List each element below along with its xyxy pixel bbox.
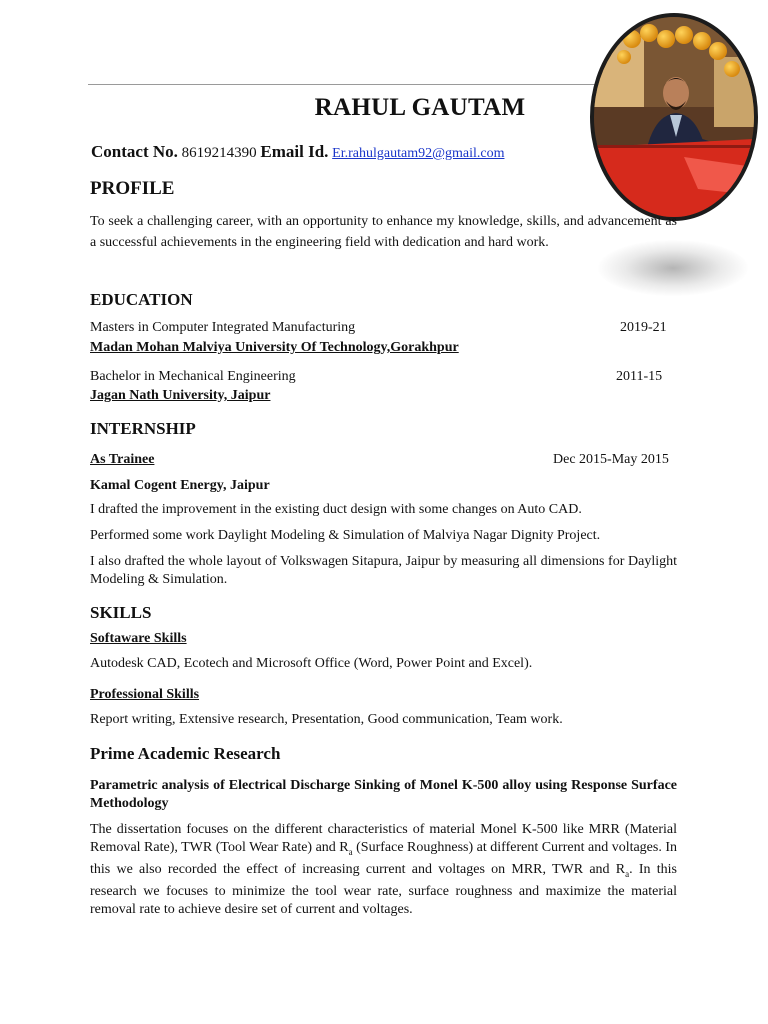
software-skills-text: Autodesk CAD, Ecotech and Microsoft Office (Word, Power Point and Excel). [90,656,533,671]
internship-period: Dec 2015-May 2015 [553,452,669,467]
skills-heading: SKILLS [90,603,152,622]
candidate-name: RAHUL GAUTAM [314,94,526,121]
education-degree-1: Masters in Computer Integrated Manufacturing [90,320,356,335]
internship-point-1: I drafted the improvement in the existing duct design with some changes on Auto CAD. [90,502,582,517]
education-years-1: 2019-21 [620,320,667,335]
contact-line [91,142,504,162]
research-text-part-1: The dissertation focuses on the different characteristics of material Monel K-500 like MRR (Material Removal Rate), TWR (Tool Wear Rate) and R [90,822,677,855]
profile-photo [590,13,758,221]
education-institution-2: Jagan Nath University, Jaipur [90,388,271,403]
internship-point-3: I also drafted the whole layout of Volkswagen Sitapura, Jaipur by measuring all dimensions for Daylight Modeling & Simulation. [90,554,677,587]
professional-skills-heading: Professional Skills [90,687,200,702]
roughness-subscript-2: a [625,868,630,879]
research-text [90,821,677,919]
email-label: Email Id. [260,142,329,161]
education-degree-2: Bachelor in Mechanical Engineering [90,369,296,384]
email-link[interactable]: Er.rahulgautam92@gmail.com [332,146,505,161]
education-institution-1: Madan Mohan Malviya University Of Technology,Gorakhpur [90,340,459,355]
software-skills-heading: Softaware Skills [90,631,187,646]
header-divider [88,84,668,85]
internship-company: Kamal Cogent Energy, Jaipur [90,478,270,493]
contact-number: 8619214390 [181,145,257,161]
profile-heading: PROFILE [90,178,175,199]
internship-heading: INTERNSHIP [90,419,196,438]
internship-point-2: Performed some work Daylight Modeling & Simulation of Malviya Nagar Dignity Project. [90,528,601,543]
education-years-2: 2011-15 [616,369,663,384]
contact-label: Contact No. [91,142,178,161]
research-text-part-2: (Surface Roughness) at different Current and voltages. In this we also recorded the effect of increasing current and voltages on MRR, TWR and R [90,840,678,877]
roughness-subscript-1: a [348,846,353,857]
profile-photo-image [594,17,754,217]
internship-role: As Trainee [90,452,155,467]
professional-skills-text: Report writing, Extensive research, Presentation, Good communication, Team work. [90,712,563,727]
profile-text: To seek a challenging career, with an opportunity to enhance my knowledge, skills, and advancement as a successful achievements in the engineering field with dedication and hard work. [90,214,677,250]
education-heading: EDUCATION [90,290,193,309]
research-title: Parametric analysis of Electrical Discharge Sinking of Monel K-500 alloy using Response Surface Methodology [90,778,677,811]
research-heading: Prime Academic Research [90,744,281,763]
research-text-part-3: . In this research we focuses to minimize the tool wear rate, surface roughness and maximize the material removal rate to achieve desire set of current and voltages. [90,861,677,917]
